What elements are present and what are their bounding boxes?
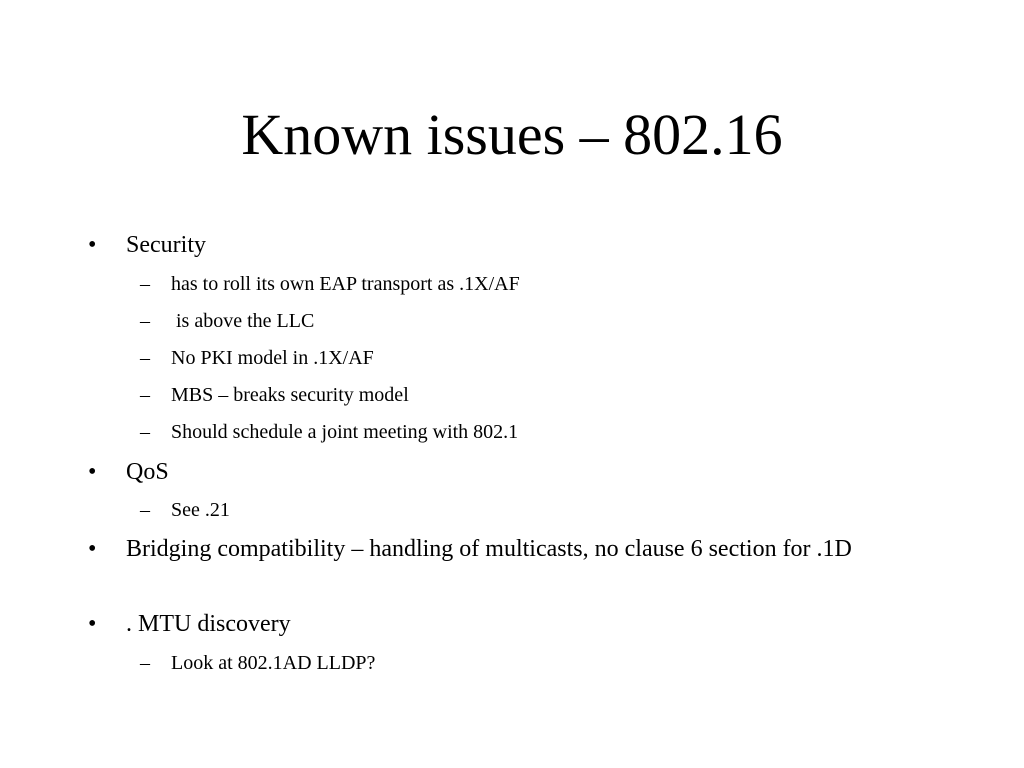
bullet-text: QoS <box>126 459 169 485</box>
bullet-text: Bridging compatibility – handling of multicasts, no clause 6 section for .1D <box>126 536 852 562</box>
dash-marker: – <box>140 652 150 674</box>
dash-marker: – <box>140 499 150 521</box>
dash-marker: – <box>140 384 150 406</box>
bullet-text: Security <box>126 232 206 258</box>
sub-item-text: MBS – breaks security model <box>171 384 409 406</box>
bullet-marker: • <box>88 536 97 562</box>
bullet-marker: • <box>88 459 97 485</box>
dash-marker: – <box>140 273 150 295</box>
sub-item-text: No PKI model in .1X/AF <box>171 347 374 369</box>
sub-item-text: is above the LLC <box>171 310 315 332</box>
dash-marker: – <box>140 421 150 443</box>
sub-item-text: has to roll its own EAP transport as .1X/AF <box>171 273 520 295</box>
slide-title: Known issues – 802.16 <box>241 102 783 167</box>
bullet-marker: • <box>88 611 97 637</box>
dash-marker: – <box>140 310 150 332</box>
sub-item-text: Should schedule a joint meeting with 802.1 <box>171 421 519 443</box>
sub-item-text: See .21 <box>171 499 230 521</box>
bullet-text: . MTU discovery <box>126 611 291 637</box>
bullet-marker: • <box>88 232 97 258</box>
sub-item-text: Look at 802.1AD LLDP? <box>171 652 376 674</box>
dash-marker: – <box>140 347 150 369</box>
